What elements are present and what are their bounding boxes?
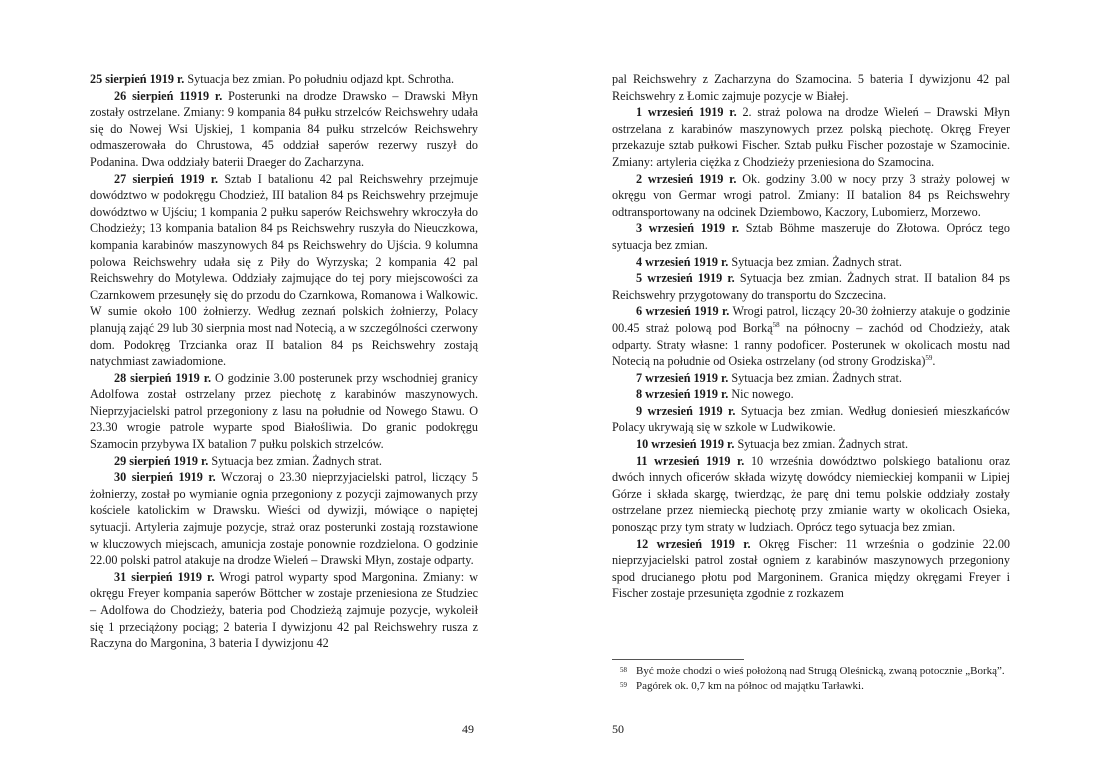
footnote-number: 59 (620, 680, 627, 689)
footnote-text: Pagórek ok. 0,7 km na północ od majątku Tarławki. (636, 679, 864, 692)
footnote-number: 58 (620, 666, 627, 674)
diary-entry (90, 171, 478, 370)
diary-entry (90, 469, 478, 569)
entry-date: 29 sierpień 1919 r. (114, 453, 209, 468)
diary-entry (90, 453, 478, 470)
entry-date: 10 wrzesień 1919 r. (636, 437, 735, 452)
entry-text: Wczoraj o 23.30 nieprzyjacielski patrol, liczący 5 żołnierzy, został po wymianie ognia przegoniony z pozycji zajmowanych przy kościele katolickim w Drawsku. Wieści od dywizji, mówiące o napiętej sytuacji. Artyleria zajmuje pozycje, straż oraz posterunki zostają rozstawione w kluczowych miejscach, amunicja zostaje ponownie rozdzielona. O godzinie 22.00 polski patrol atakuje na drodze Wieleń – Drawski Młyn, zostaje odparty. (90, 470, 478, 568)
entry-text: Wrogi patrol wyparty spod Margonina. Zmiany: w okręgu Freyer kompania saperów Böttcher w zostaje przeniesiona ze Studziec – Adolfowa do Chodzieży, bateria pod Chodzieżą zajmuje pozycje, wykoleił się 1 przeciążony pociąg; 2 bateria I dywizjonu 42 pal Reichswehry rusza z Raczyna do Margonina, 3 bateria I dywizjonu 42 (90, 569, 478, 651)
diary-entry (90, 71, 478, 88)
page-number: 50 (612, 722, 624, 736)
entry-text: Wrogi patrol, liczący 20-30 żołnierzy atakuje o godzinie 00.45 straż polową pod Borką (612, 304, 1010, 335)
footnote-divider (612, 659, 744, 660)
entry-date: 25 sierpień 1919 r. (90, 72, 185, 86)
diary-entry (90, 88, 478, 171)
footnote-ref: 59 (925, 354, 933, 363)
diary-entry (90, 569, 478, 652)
footnotes (612, 664, 1010, 693)
diary-entry (612, 303, 1010, 369)
diary-entry (612, 386, 1010, 403)
entry-date: 11 wrzesień 1919 r. (636, 453, 745, 468)
entry-date: 6 wrzesień 1919 r. (636, 304, 730, 319)
diary-entry (612, 453, 1010, 536)
entry-date: 9 wrzesień 1919 r. (636, 403, 736, 418)
entry-date: 28 sierpień 1919 r. (114, 370, 212, 385)
diary-entry (612, 220, 1010, 253)
entry-date: 2 wrzesień 1919 r. (636, 171, 737, 186)
entry-text: Sytuacja bez zmian. Żadnych strat. (734, 437, 908, 452)
diary-entry (612, 254, 1010, 271)
footnote (612, 664, 1010, 679)
diary-entry (612, 270, 1010, 303)
entry-date: 27 sierpień 1919 r. (114, 171, 219, 186)
diary-entry (612, 436, 1010, 453)
entry-text: . (932, 354, 936, 369)
footnote-ref: 58 (772, 320, 780, 329)
diary-entry-continued (612, 71, 1010, 104)
entry-text: 2. straż polowa na drodze Wieleń – Drawski Młyn ostrzelana z karabinów maszynowych przez polską piechotę. Okręg Freyer przekazuje sztab pułkowi Fischer. Sztab pułku Fischer pozostaje w Szamocinie. Zmiany: artyleria ciężka z Chodzieży przeniesiona do Szamocina. (612, 105, 1010, 169)
diary-entry (612, 536, 1010, 602)
diary-entry (612, 370, 1010, 387)
entry-date: 30 sierpień 1919 r. (114, 470, 216, 485)
entry-date: 5 wrzesień 1919 r. (636, 271, 735, 286)
left-page-text (90, 71, 478, 652)
entry-date: 7 wrzesień 1919 r. (636, 370, 729, 385)
entry-text: Sztab Böhme maszeruje do Złotowa. Oprócz tego sytuacja bez zmian. (612, 221, 1010, 252)
entry-text: Sytuacja bez zmian. Po południu odjazd kpt. Schrotha. (184, 72, 455, 86)
entry-date: 12 wrzesień 1919 r. (636, 536, 751, 551)
entry-text: Ok. godziny 3.00 w nocy przy 3 straży polowej w okręgu von Germar wrogi patrol. Zmiany: II batalion 84 ps Reichswehry odtransportowany na odcinek Dziembowo, Kaczory, Lubomierz, Morzewo. (612, 171, 1010, 219)
entry-text: Sztab I batalionu 42 pal Reichswehry przejmuje dowództwo w podokręgu Chodzież, III batalion 84 ps Reichswehry przejmuje dowództwo w Ujściu; 1 kompania 2 pułku saperów Reichswehry wkroczyła do Chodzieży; 13 kompania batalion 84 ps Reichswehry ruszyła do Nieuczkowa, kompania karabinów maszynowych 84 ps Reichswehry do Ujścia. 9 kolumna polowa Reichswehry udała się z Piły do Wyrzyska; 2 kompania 42 pal Reichswehry do Motylewa. Oddziały zajmujące do tej pory miejscowości za Czarnkowem przesunęły się do przodu do Czarnkowa, Romanowa i Walkowic. W sumie około 100 żołnierzy. Według zeznań polskich żołnierzy, Polacy planują zająć 29 lub 30 sierpnia most nad Notecią, a w szczególności czerwony dom. Podokręg Trzcianka oraz II batalion 84 ps Reichswehry zostają natychmiast zawiadomione. (90, 171, 478, 369)
page-number: 49 (462, 722, 474, 736)
entry-date: 8 wrzesień 1919 r. (636, 387, 729, 402)
entry-date: 26 sierpień 11919 r. (114, 88, 223, 103)
right-page-text (612, 71, 1010, 602)
footnote (612, 679, 1010, 694)
diary-entry (612, 403, 1010, 436)
footnote-text: Być może chodzi o wieś położoną nad Strugą Oleśnicką, zwaną potocznie „Borką”. (636, 665, 1005, 677)
entry-text: Posterunki na drodze Drawsko – Drawski Młyn zostały ostrzelane. Zmiany: 9 kompania 84 pułku strzelców Reichswehry udała się do Nowej Wsi Ujskiej, 1 kompania 84 pułku strzelców Reichswehry odmaszerowała do Chrustowa, 45 oddział saperów rezerwy ruszył do Podanina. Dwa oddziały baterii Draeger do Zacharzyna. (90, 88, 478, 169)
entry-date: 1 wrzesień 1919 r. (636, 105, 737, 120)
entry-text: na północny – zachód od Chodzieży, atak odparty. Straty własne: 1 ranny podoficer. Posterunek w okolicach mostu nad Notecią na południe od Osieka ostrzelany (od strony Grodziska) (612, 320, 1011, 369)
diary-entry (90, 370, 478, 453)
entry-date: 4 wrzesień 1919 r. (636, 254, 729, 269)
entry-date: 3 wrzesień 1919 r. (636, 221, 740, 236)
entry-text: Sytuacja bez zmian. Według doniesień mieszkańców Polacy ukrywają się w szkole w Ludwikowie. (612, 403, 1011, 435)
entry-text: Sytuacja bez zmian. Żadnych strat. (208, 453, 382, 468)
diary-entry (612, 171, 1010, 221)
entry-text: O godzinie 3.00 posterunek przy wschodniej granicy Adolfowa został ostrzelany przez piechotę z karabinów maszynowych. Nieprzyjacielski patrol przegoniony z lasu na południe od Nowego Stawu. O 23.30 wrogie patrole wyparte spod Białośliwia. Do granic podokręgu Szamocin przybywa IX batalion 7 pułku polskich strzelców. (90, 370, 479, 452)
entry-date: 31 sierpień 1919 r. (114, 569, 215, 584)
left-page (90, 0, 478, 780)
entry-text: Nic nowego. (728, 387, 794, 402)
entry-text: Okręg Fischer: 11 września o godzinie 22.00 nieprzyjacielski patrol został ogniem z karabinów maszynowych przegoniony spod drucianego płotu pod Margoninem. Granica między okręgami Freyer i Fischer zostaje przesunięta zgodnie z rozkazem (612, 536, 1011, 601)
entry-text: Sytuacja bez zmian. Żadnych strat. II batalion 84 ps Reichswehry przygotowany do transportu do Szczecina. (612, 271, 1010, 302)
entry-text: pal Reichswehry z Zacharzyna do Szamocina. 5 bateria I dywizjonu 42 pal Reichswehry z Łomic zajmuje pozycje w Białej. (612, 72, 1010, 103)
diary-entry (612, 104, 1010, 170)
right-page (612, 0, 1010, 780)
entry-text: 10 września dowództwo polskiego batalionu oraz dwóch innych oficerów składa wizytę dowódcy niemieckiej kompanii w Lipiej Górze i składa skargę, twierdząc, że parę dni temu polskie oddziały zostały ostrzelane przez niemiecką piechotę przy zmianie warty w okolicach Osieka, ponosząc przy tym straty w ludziach. Oprócz tego sytuacja bez zmian. (612, 453, 1010, 535)
entry-text: Sytuacja bez zmian. Żadnych strat. (728, 370, 902, 385)
entry-text: Sytuacja bez zmian. Żadnych strat. (728, 254, 902, 269)
